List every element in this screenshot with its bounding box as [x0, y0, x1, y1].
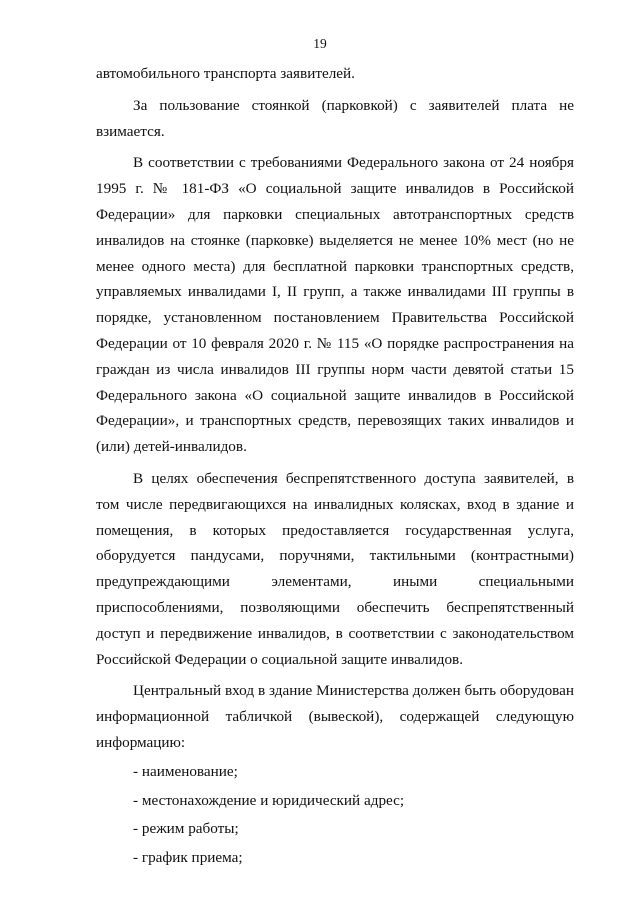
- paragraph-continuation: автомобильного транспорта заявителей.: [96, 65, 355, 82]
- paragraph-entrance-sign: Центральный вход в здание Министерства должен быть оборудован информационной табличкой (вывеской), содержащей следующую информацию:: [96, 682, 574, 751]
- list-item: - режим работы;: [133, 820, 239, 838]
- list-item: - график приема;: [133, 849, 243, 867]
- paragraph-accessibility: В целях обеспечения беспрепятственного доступа заявителей, в том числе передвигающихся на инвалидных колясках, вход в здание и помещения, в которых предоставляется государственная услуга, оборудуется пандусами, поручнями, тактильными (контрастными) предупреждающими элементами, иными специальными приспособлениями, позволяющими обеспечить беспрепятственный доступ и передвижение инвалидов, в соответствии с законодательством Российской Федерации о социальной защите инвалидов.: [96, 469, 574, 668]
- list-item: - местонахождение и юридический адрес;: [133, 791, 405, 809]
- list-item: - наименование;: [133, 762, 238, 780]
- paragraph-parking-fee: За пользование стоянкой (парковкой) с заявителей плата не взимается.: [96, 96, 574, 140]
- page-number: 19: [313, 36, 327, 51]
- document-body: [96, 61, 574, 871]
- paragraph-federal-law: В соответствии с требованиями Федерального закона от 24 ноября 1995 г. № 181-ФЗ «О социальной защите инвалидов в Российской Федерации» для парковки специальных автотранспортных средств инвалидов на стоянке (парковке) выделяется не менее 10% мест (но не менее одного места) для бесплатной парковки транспортных средств, управляемых инвалидами I, II групп, а также инвалидами III группы в порядке, установленном постановлением Правительства Российской Федерации от 10 февраля 2020 г. № 115 «О порядке распространения на граждан из числа инвалидов III группы норм части девятой статьи 15 Федерального закона «О социальной защите инвалидов в Российской Федерации», и транспортных средств, перевозящих таких инвалидов и (или) детей-инвалидов.: [96, 154, 574, 456]
